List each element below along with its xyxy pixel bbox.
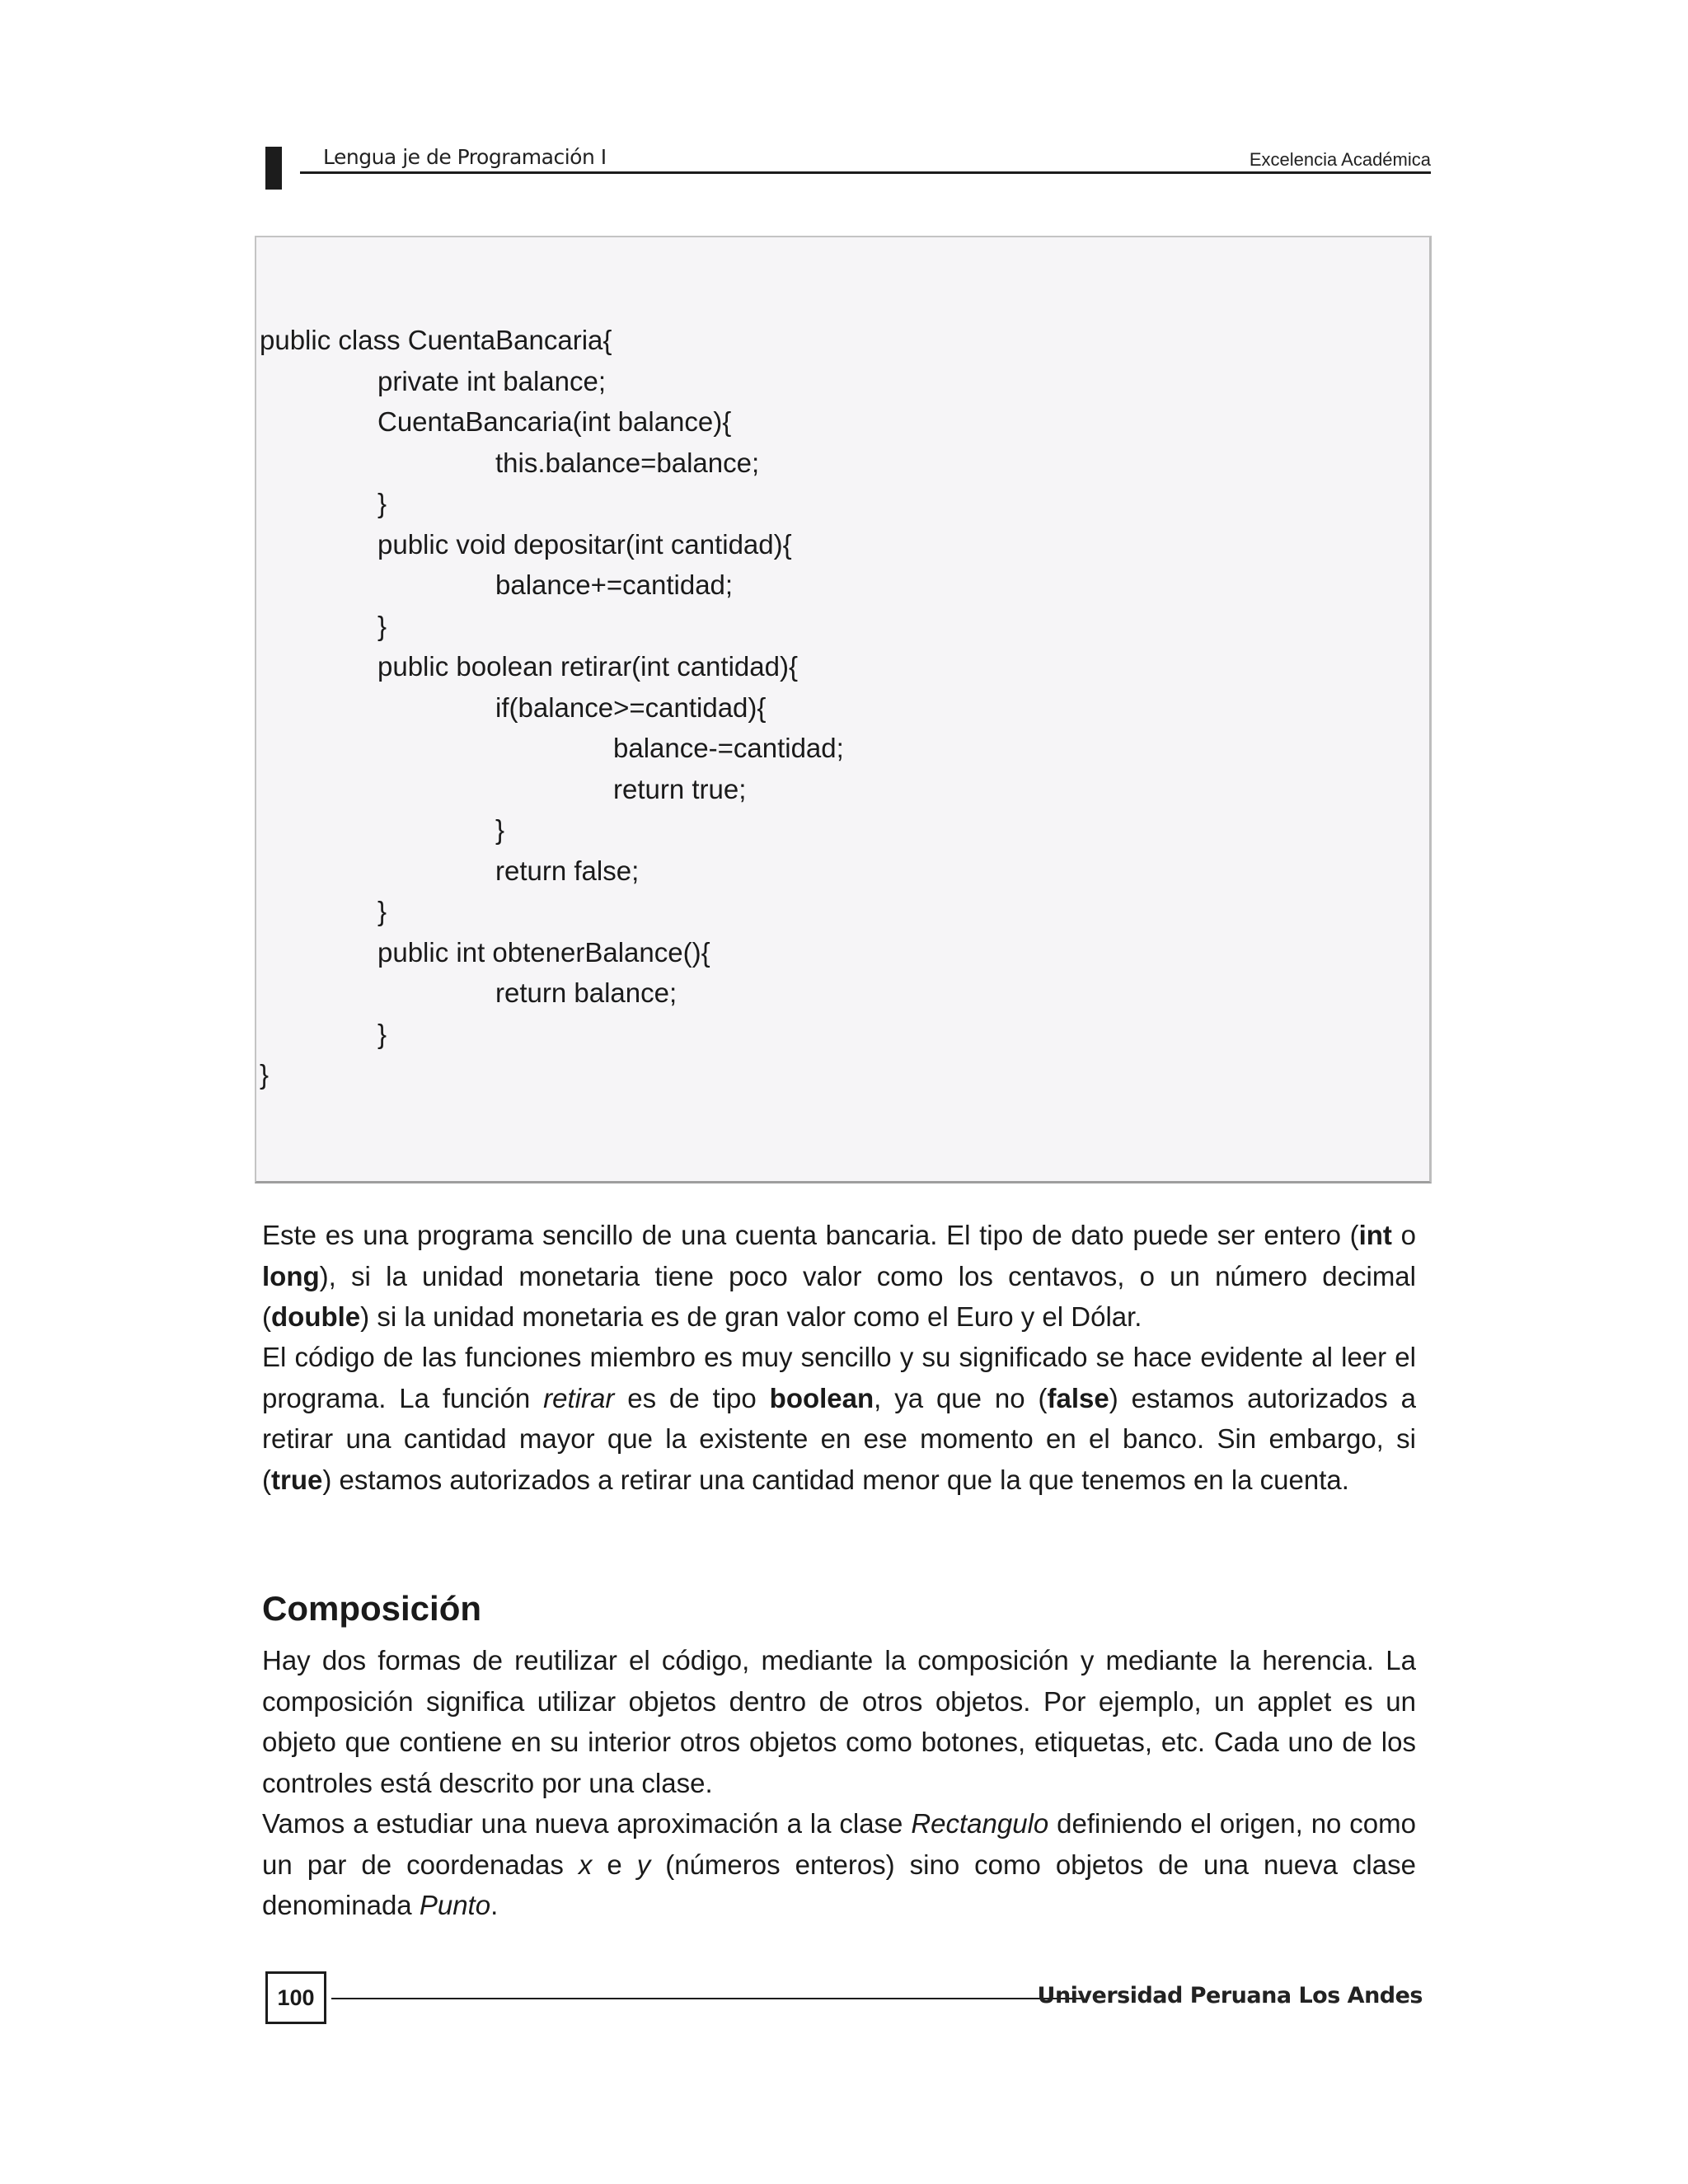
italic-term: Rectangulo: [911, 1808, 1049, 1839]
code-listing-box: [255, 236, 1432, 1183]
text-run: ) estamos autorizados a retirar una cantidad menor que la que tenemos en la cuenta.: [322, 1464, 1349, 1495]
code-line: }: [377, 1018, 387, 1049]
code-line: }: [495, 814, 505, 845]
running-header-right: Excelencia Académica: [1249, 149, 1431, 170]
text-run: ), si la unidad monetaria tiene poco valor como los centavos, o un número decimal (: [262, 1260, 1416, 1332]
text-run: .: [490, 1890, 499, 1920]
code-line: balance+=cantidad;: [495, 569, 734, 600]
header-marker: [265, 147, 282, 190]
header-rule: [300, 171, 1431, 174]
code-listing: [260, 320, 844, 1095]
bold-term: false: [1047, 1382, 1109, 1413]
text-run: El código de las funciones miembro es muy sencillo y su significado se hace evidente al leer el programa. La función: [262, 1342, 1416, 1413]
italic-term: x: [578, 1849, 593, 1880]
running-header-title: Lengua je de Programación I: [323, 145, 607, 169]
text-run: Hay dos formas de reutilizar el código, mediante la composición y mediante la herencia. La composición significa utilizar objetos dentro de otros objetos. Por ejemplo, un applet es un objeto que contiene en su interior otros objetos como botones, etiquetas, etc. Cada uno de los controles está descrito por una clase.: [262, 1645, 1416, 1798]
paragraph-intro: [262, 1215, 1416, 1338]
code-line: this.balance=balance;: [495, 447, 760, 478]
text-run: Este es una programa sencillo de una cuenta bancaria. El tipo de dato puede ser entero (: [262, 1220, 1359, 1250]
text-run: (números enteros) sino como objetos de una nueva clase denominada: [262, 1849, 1416, 1920]
footer-university: Universidad Peruana Los Andes: [1037, 1983, 1423, 2008]
code-line: }: [377, 488, 387, 518]
italic-term: Punto: [419, 1890, 491, 1920]
code-line: public void depositar(int cantidad){: [377, 528, 792, 560]
code-line: public class CuentaBancaria{: [260, 325, 612, 355]
bold-term: double: [271, 1301, 361, 1332]
footer-rule: [331, 1998, 1081, 1999]
text-run: ) estamos autorizados a retirar una cantidad mayor que la existente en ese momento en el banco. Sin embargo, si (: [262, 1382, 1417, 1495]
code-line: return true;: [613, 773, 747, 804]
paragraph-rectangulo: [262, 1803, 1416, 1926]
paragraph-composition: [262, 1640, 1416, 1803]
italic-term: retirar: [543, 1382, 615, 1413]
code-line: return false;: [495, 855, 640, 886]
bold-term: boolean: [769, 1382, 874, 1413]
page-number: 100: [265, 1971, 326, 2024]
code-line: }: [377, 896, 387, 926]
text-run: ) si la unidad monetaria es de gran valor como el Euro y el Dólar.: [360, 1301, 1142, 1332]
code-line: public boolean retirar(int cantidad){: [377, 651, 798, 682]
code-line: }: [377, 610, 387, 641]
text-run: o: [1391, 1220, 1416, 1250]
text-run: e: [592, 1849, 637, 1880]
bold-term: int: [1358, 1220, 1392, 1250]
italic-term: y: [636, 1849, 651, 1880]
code-line: }: [260, 1059, 270, 1090]
paragraph-functions: [262, 1337, 1416, 1500]
text-run: definiendo el origen, no como un par de coordenadas: [262, 1808, 1416, 1880]
text-run: Vamos a estudiar una nueva aproximación a la clase: [262, 1808, 912, 1839]
code-line: private int balance;: [377, 365, 607, 396]
text-run: , ya que no (: [874, 1382, 1048, 1413]
code-line: balance-=cantidad;: [613, 733, 844, 763]
bold-term: true: [271, 1464, 323, 1495]
code-line: if(balance>=cantidad){: [495, 691, 767, 723]
bold-term: long: [262, 1260, 320, 1291]
text-run: es de tipo: [614, 1382, 770, 1413]
code-line: return balance;: [495, 977, 678, 1008]
code-line: CuentaBancaria(int balance){: [377, 406, 732, 437]
section-heading: Composición: [262, 1589, 482, 1628]
code-line: public int obtenerBalance(){: [377, 936, 710, 968]
